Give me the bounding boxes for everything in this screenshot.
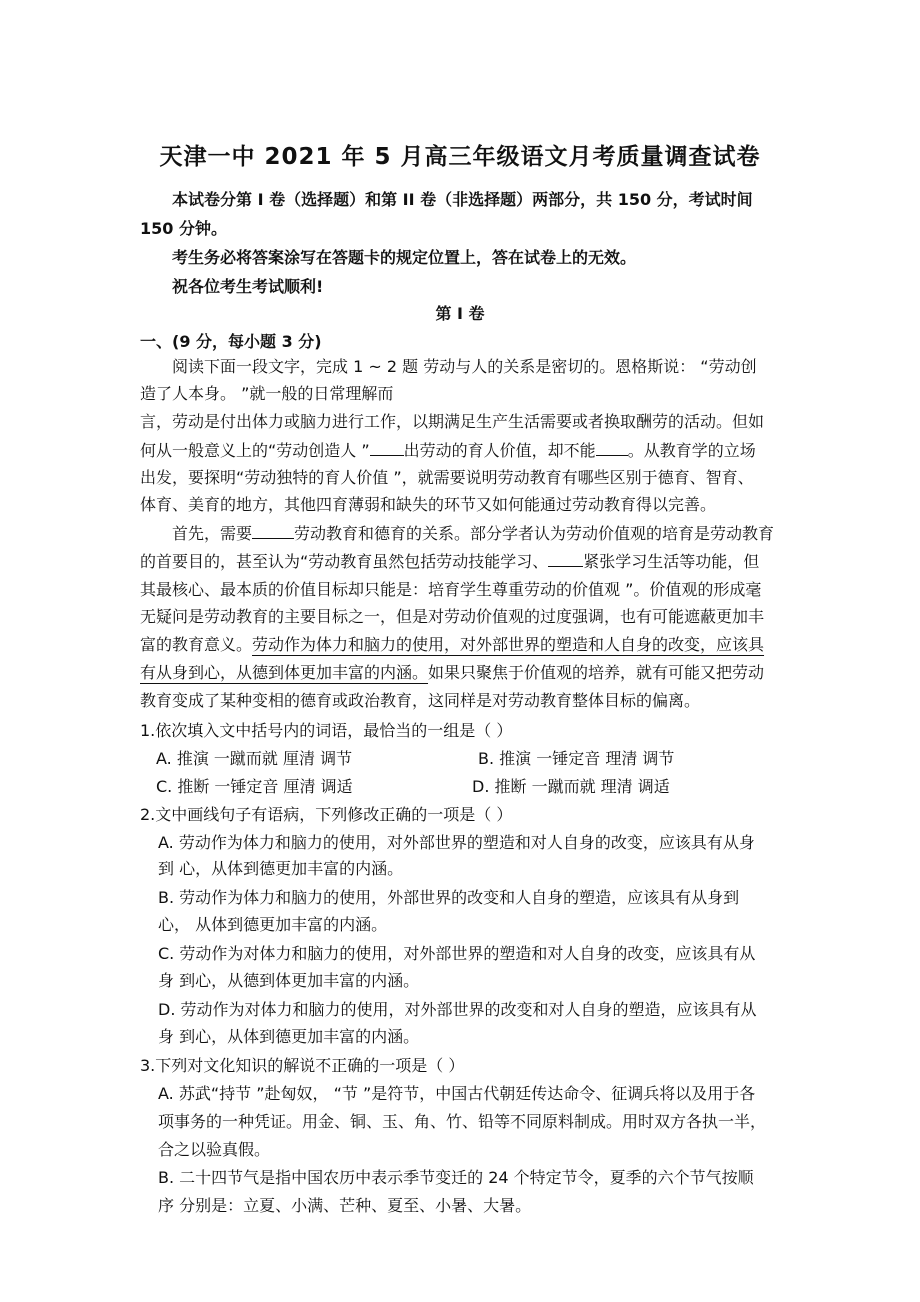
question-stem: 2.文中画线句子有语病，下列修改正确的一项是（ ） [140,805,513,824]
option-b: B. 推演 一锤定音 理清 调节 [478,749,675,768]
passage-text: 首先，需要 [172,524,253,543]
underlined-sentence: 劳动作为体力和脑力的使用，对外部世界的塑造和人自身的改变，应该具 [252,635,765,654]
option-a: 到 心，从体到德更加丰富的内涵。 [158,859,404,878]
option-b: B. 二十四节气是指中国农历中表示季节变迁的 24 个特定节令，夏季的六个节气按顺 [158,1168,754,1187]
passage-text: 劳动教育和德育的关系。部分学者认为劳动价值观的培育是劳动教育 [294,524,775,543]
option-c: 身 到心，从德到体更加丰富的内涵。 [158,971,420,990]
option-b: 序 分别是：立夏、小满、芒种、夏至、小暑、大暑。 [158,1196,532,1215]
passage-line: 体育、美育的地方，其他四育薄弱和缺失的环节又如何能通过劳动教育得以完善。 [140,495,717,514]
option-a: 合之以验真假。 [158,1140,271,1159]
passage-text: 何从一般意义上的“劳动创造人 ” [140,441,370,460]
passage-text: 富的教育意义。 [140,635,253,654]
option-b: 心， 从体到德更加丰富的内涵。 [158,915,388,934]
option-d: 身 到心，从体到德更加丰富的内涵。 [158,1027,420,1046]
passage-line [140,440,756,462]
passage-line: 阅读下面一段文字，完成 1 ~ 2 题 劳动与人的关系是密切的。恩格斯说： “劳动创 [172,357,757,376]
option-a: 项事务的一种凭证。用金、铜、玉、角、竹、铅等不同原料制成。用时双方各执一半， [158,1112,767,1131]
option-d: D. 推断 一蹴而就 理清 调适 [472,777,670,796]
option-c: C. 推断 一锤定音 厘清 调适 [156,777,353,796]
fill-blank [370,440,404,456]
passage-text: 。从教育学的立场 [627,441,756,460]
exam-title: 天津一中 2021 年 5 月高三年级语文月考质量调查试卷 [159,144,761,170]
passage-line [172,523,774,545]
fill-blank [596,440,628,456]
instruction-line: 本试卷分第 I 卷（选择题）和第 II 卷（非选择题）两部分，共 150 分，考试时间 [172,190,753,209]
option-b: B. 劳动作为体力和脑力的使用，外部世界的改变和人自身的塑造，应该具有从身到 [158,888,740,907]
passage-line: 出发，要探明“劳动独特的育人价值 ”，就需要说明劳动教育有哪些区别于德育、智育、 [140,468,754,487]
fill-blank [548,551,583,567]
instruction-line: 150 分钟。 [140,219,227,238]
passage-line: 其最核心、最本质的价值目标却只能是：培育学生尊重劳动的价值观 ”。价值观的形成毫 [140,580,762,599]
option-a: A. 推演 一蹴而就 厘清 调节 [156,749,353,768]
passage-line: 造了人本身。 ”就一般的日常理解而 [140,384,394,403]
passage-text: 紧张学习生活等功能，但 [583,552,760,571]
option-a: A. 劳动作为体力和脑力的使用，对外部世界的塑造和对人自身的改变，应该具有从身 [158,833,755,852]
passage-text: 出劳动的育人价值，却不能 [403,441,596,460]
section-title: 第 I 卷 [435,304,485,323]
instruction-line: 考生务必将答案涂写在答题卡的规定位置上，答在试卷上的无效。 [172,248,637,267]
passage-line [140,662,764,684]
option-d: D. 劳动作为对体力和脑力的使用，对外部世界的改变和对人自身的塑造，应该具有从 [158,1000,757,1019]
passage-text: 如果只聚焦于价值观的培养，就有可能又把劳动 [428,663,765,682]
part-heading: 一、(9 分，每小题 3 分) [140,332,322,351]
question-stem: 1.依次填入文中括号内的词语，最恰当的一组是（ ） [140,721,513,740]
passage-text: 的首要目的，甚至认为“劳动教育虽然包括劳动技能学习、 [140,552,549,571]
fill-blank [252,523,294,539]
question-stem: 3.下列对文化知识的解说不正确的一项是（ ） [140,1056,465,1075]
option-a: A. 苏武“持节 ”赴匈奴， “节 ”是符节，中国古代朝廷传达命令、征调兵将以及用于各 [158,1084,756,1103]
passage-line: 无疑问是劳动教育的主要目标之一，但是对劳动价值观的过度强调，也有可能遮蔽更加丰 [140,607,765,626]
passage-line: 言，劳动是付出体力或脑力进行工作，以期满足生产生活需要或者换取酬劳的活动。但如 [140,412,765,431]
instruction-line: 祝各位考生考试顺利! [172,277,324,296]
option-c: C. 劳动作为对体力和脑力的使用，对外部世界的塑造和对人自身的改变，应该具有从 [158,944,756,963]
passage-line [140,551,759,573]
underlined-sentence: 有从身到心，从德到体更加丰富的内涵。 [140,663,429,682]
passage-line: 教育变成了某种变相的德育或政治教育，这同样是对劳动教育整体目标的偏离。 [140,691,701,710]
passage-line [140,634,764,656]
